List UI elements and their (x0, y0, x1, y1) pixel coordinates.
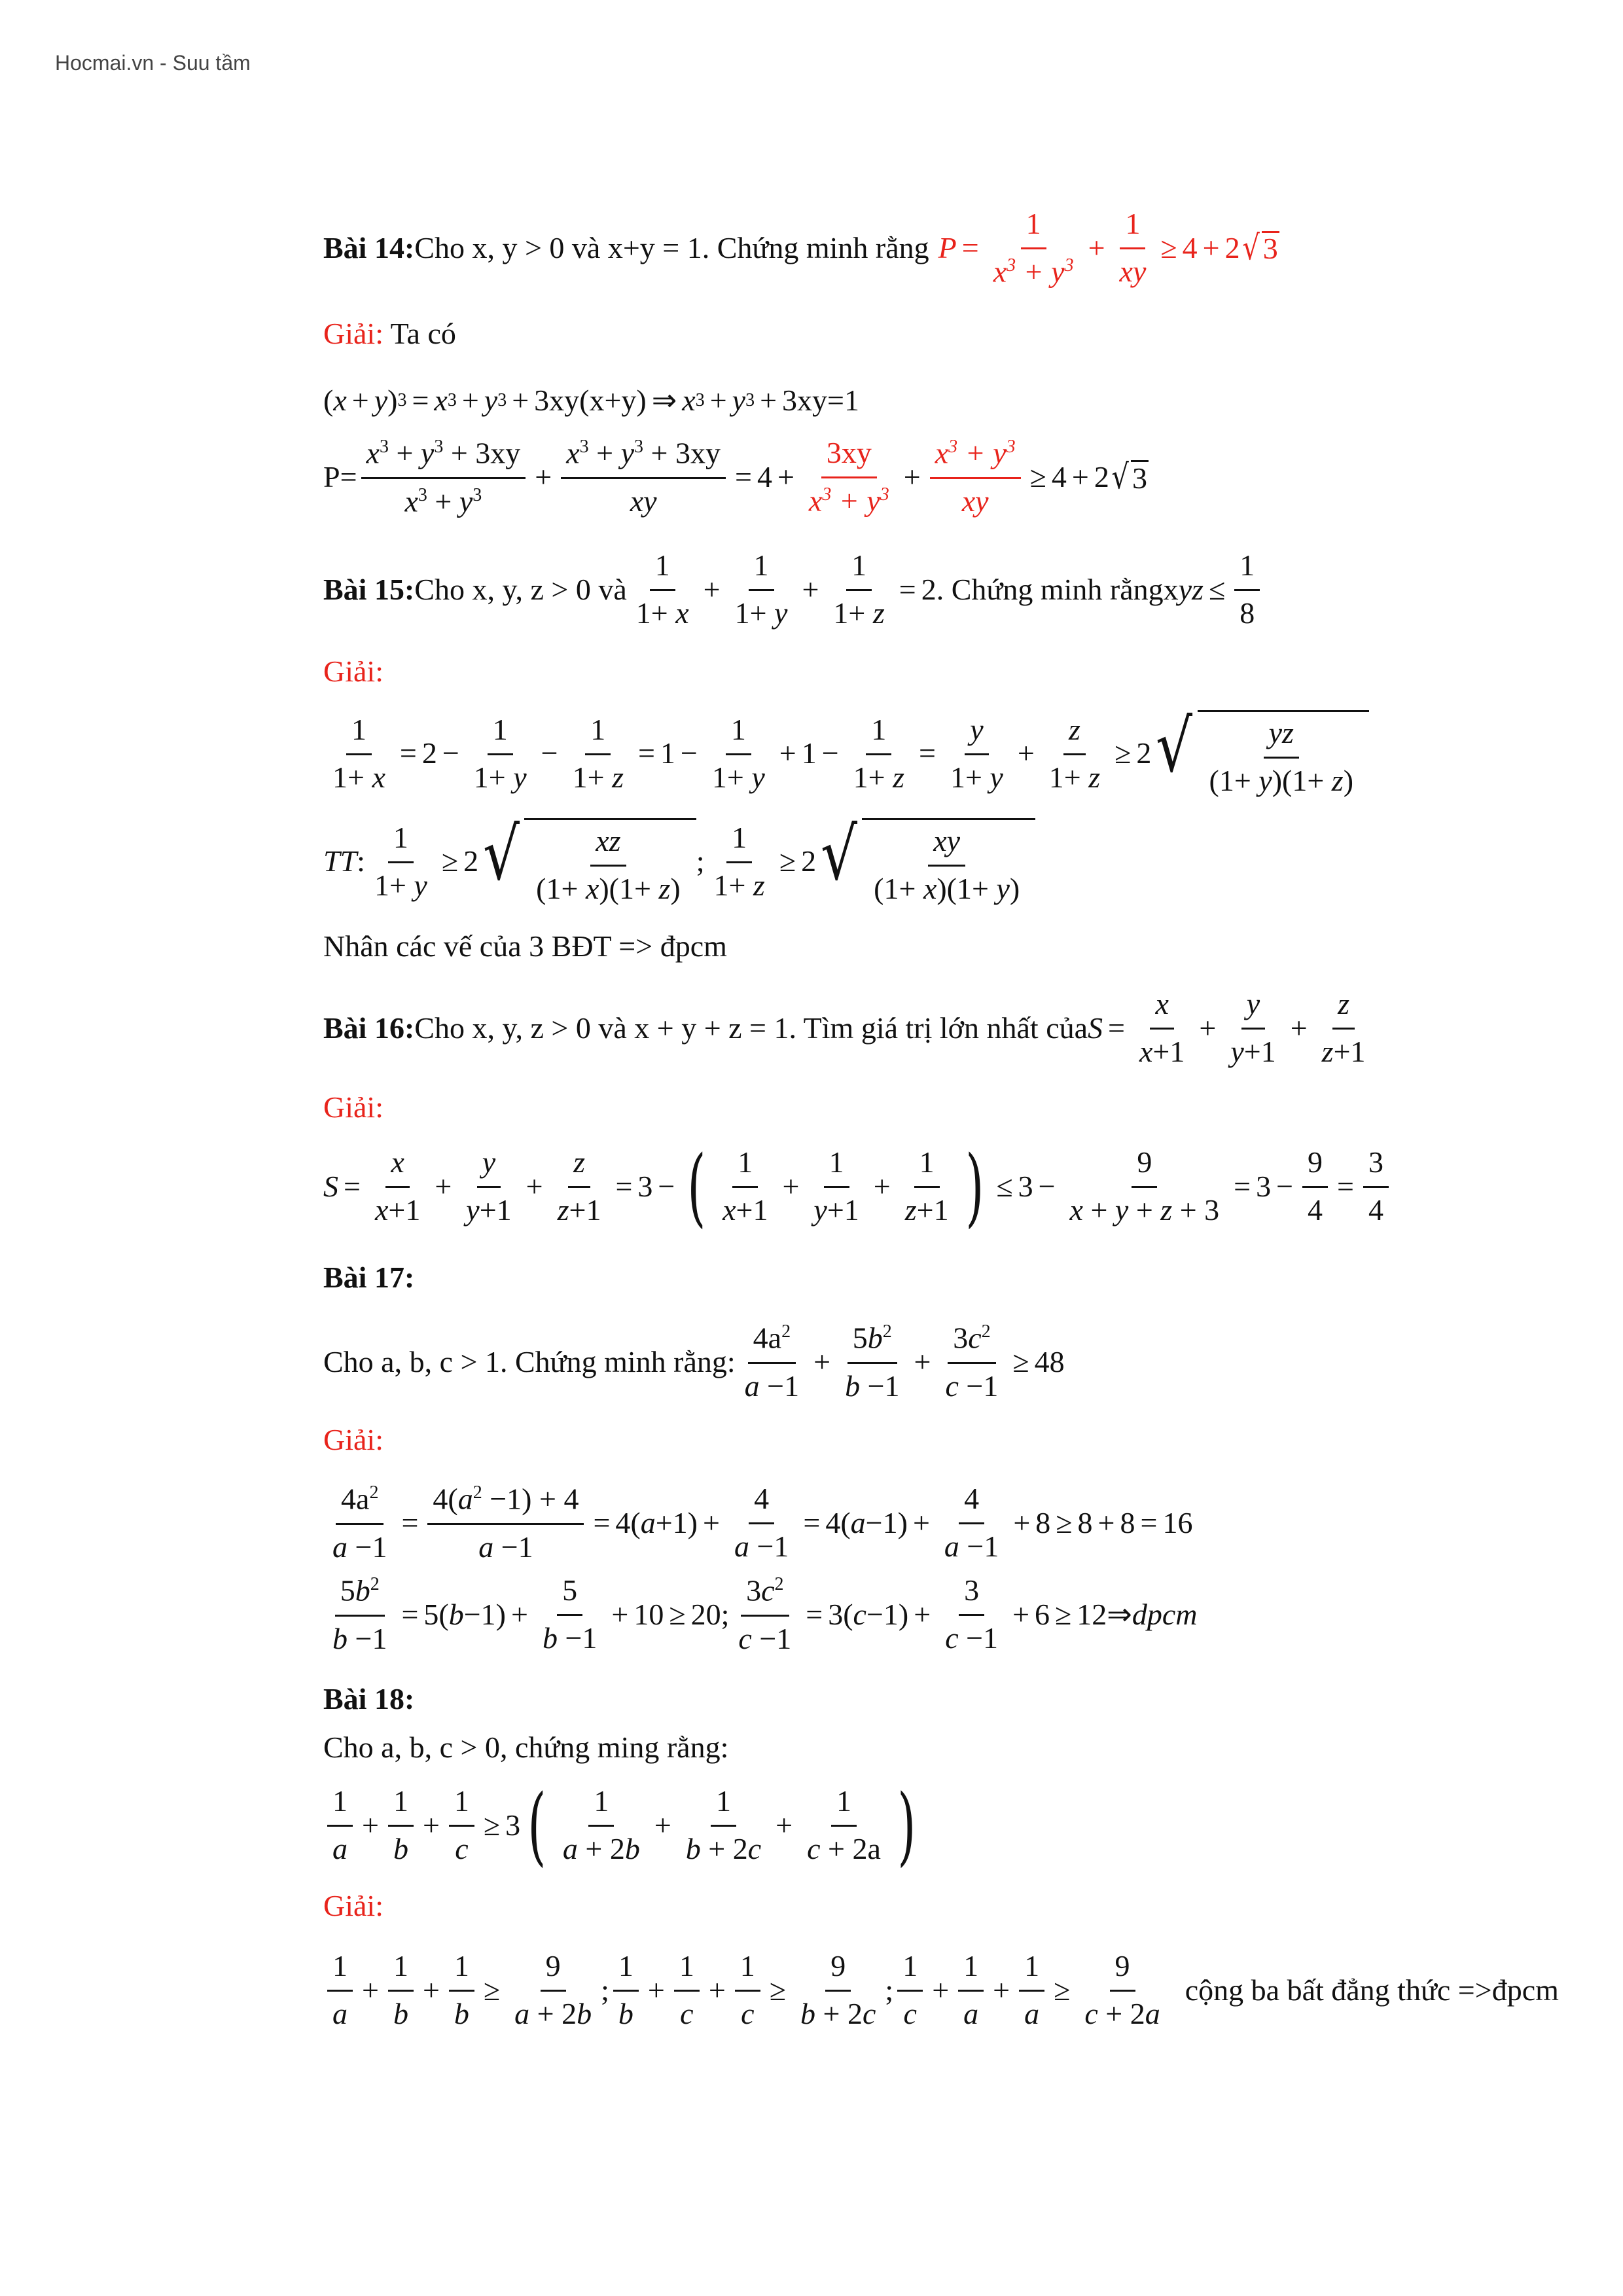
bai18-label: Bài 18: (323, 1682, 415, 1715)
bai17-line1: $\frac{4a^2}{a -1}$ = $\frac{4(a^2 -1) + 4}{a -1}$ = 4( a +1) + $\frac{4}{a -1}$ = 4( a −1) + $\frac{4}{a -1}$ + 8 ≥ 8 + 8 = 16 (332, 1482, 1193, 1564)
bai15-claim: x yz ≤ $\frac{1}{8}$ (1164, 550, 1264, 630)
bai14-formula: P = $\frac{1}{x^3 + y^3}$ + $\frac{1}{xy}$ ≥ 4 + 2 √ 3 (938, 207, 1278, 289)
bai18-formula: $\frac{1}{a}$ + $\frac{1}{b}$ + $\frac{1}{c}$ ≥ 3 ( $\frac{1}{a + 2b}$ + $\frac{1}{b + 2c}$ + $\frac{1}{c + 2a}$ ) (323, 1785, 923, 1865)
bai18-solution-label: Giải: (323, 1889, 383, 1922)
bai17-line2: $\frac{5b^2}{b -1}$ = 5( b −1) + $\frac{5}{b -1}$ + 10 ≥ 20; $\frac{3c^2}{c -1}$ = 3( c −1) + $\frac{3}{c -1}$ + 6 ≥ 12⇒ dpcm (332, 1573, 1198, 1655)
bai17-solution-label: Giải: (323, 1423, 383, 1456)
bai18-conclusion: cộng ba bất đẳng thức =>đpcm (1185, 1973, 1559, 2007)
bai16-line1: S = $\frac{x}{x+1}$ + $\frac{y}{y+1}$ + $\frac{z}{z+1}$ = 3 − ( $\frac{1}{x+1}$ + $\frac{1}{y+1}$ + $\frac{1}{z+1}$ ) ≤ 3 − $\frac{9}{x + y + z + 3}$ = 3 − $\frac{9}{4}$ = $\frac{3}{4}$ (323, 1147, 1393, 1227)
bai16-label: Bài 16: (323, 1011, 415, 1045)
bai15-line2: TT : $\frac{1}{1+ y}$ ≥ 2 √ $\frac{xz}{(1+ x)(1+ z)}$ ; $\frac{1}{1+ z}$ ≥ 2 √ $\frac{xy}{(1+ x)(1+ y)}$ (323, 818, 1035, 905)
bai17-formula: $\frac{4a^2}{a -1}$ + $\frac{5b^2}{b -1}$ + $\frac{3c^2}{c -1}$ ≥ 48 (744, 1321, 1065, 1403)
bai14-statement (323, 208, 1279, 288)
bai15-statement (323, 550, 1264, 630)
bai14-solution-text: Ta có (383, 317, 456, 350)
bai14-solution-label: Giải: (323, 317, 383, 350)
bai14-solution-heading (323, 319, 456, 349)
bai14-line1: ( x + y ) 3 = x 3 + y 3 + 3xy(x+y) ⇒ x 3 + y 3 + 3xy=1 (323, 384, 859, 417)
bai15-label: Bài 15: (323, 572, 415, 606)
bai15-text: Cho x, y, z > 0 và (414, 572, 627, 606)
bai18-text: Cho a, b, c > 0, chứng ming rằng: (323, 1731, 729, 1764)
bai14-line2: P= $\frac{x^3 + y^3 + 3xy}{x^3 + y^3}$ + $\frac{x^3 + y^3 + 3xy}{xy}$ = 4 + $\frac{3xy}{x^3 + y^3}$ + $\frac{x^3 + y^3}{xy}$ ≥ 4 + 2 √ 3 (323, 436, 1147, 518)
bai15-solution-label: Giải: (323, 655, 383, 688)
bai16-solution-label: Giải: (323, 1090, 383, 1124)
bai17-statement (323, 1322, 1065, 1402)
bai17-text: Cho a, b, c > 1. Chứng minh rằng: (323, 1344, 736, 1378)
bai16-text: Cho x, y, z > 0 và x + y + z = 1. Tìm giá trị lớn nhất của (414, 1011, 1088, 1045)
page-header: Hocmai.vn - Suu tầm (55, 51, 251, 75)
bai14-text: Cho x, y > 0 và x+y = 1. Chứng minh rằng (414, 230, 929, 264)
bai16-statement (323, 988, 1375, 1068)
bai15-line1: $\frac{1}{1+ x}$ = 2 − $\frac{1}{1+ y}$ − $\frac{1}{1+ z}$ = 1 − $\frac{1}{1+ y}$ + 1 − $\frac{1}{1+ z}$ = $\frac{y}{1+ y}$ + $\frac{z}{1+ z}$ ≥ 2 √ $\frac{yz}{(1+ y)(1+ z)}$ (323, 710, 1369, 797)
bai16-formula: S = $\frac{x}{x+1}$ + $\frac{y}{y+1}$ + $\frac{z}{z+1}$ (1088, 987, 1366, 1069)
bai15-condition: $\frac{1}{1+ x}$ + $\frac{1}{1+ y}$ + $\frac{1}{1+ z}$ = 2 (635, 548, 936, 630)
bai15-text2: . Chứng minh rằng (936, 572, 1164, 606)
bai14-label: Bài 14: (323, 230, 415, 264)
bai15-conclusion: Nhân các vế của 3 BĐT => đpcm (323, 929, 727, 963)
bai17-label: Bài 17: (323, 1261, 415, 1294)
bai18-line1: $\frac{1}{a}$ + $\frac{1}{b}$ + $\frac{1}{b}$ ≥ $\frac{9}{a + 2b}$ ; $\frac{1}{b}$ + $\frac{1}{c}$ + $\frac{1}{c}$ ≥ $\frac{9}{b + 2c}$ ; $\frac{1}{c}$ + $\frac{1}{a}$ + $\frac{1}{a}$ ≥ $\frac{9}{c + 2a}$ cộng ba bất đẳng thức =>đpcm (323, 1950, 1559, 2030)
